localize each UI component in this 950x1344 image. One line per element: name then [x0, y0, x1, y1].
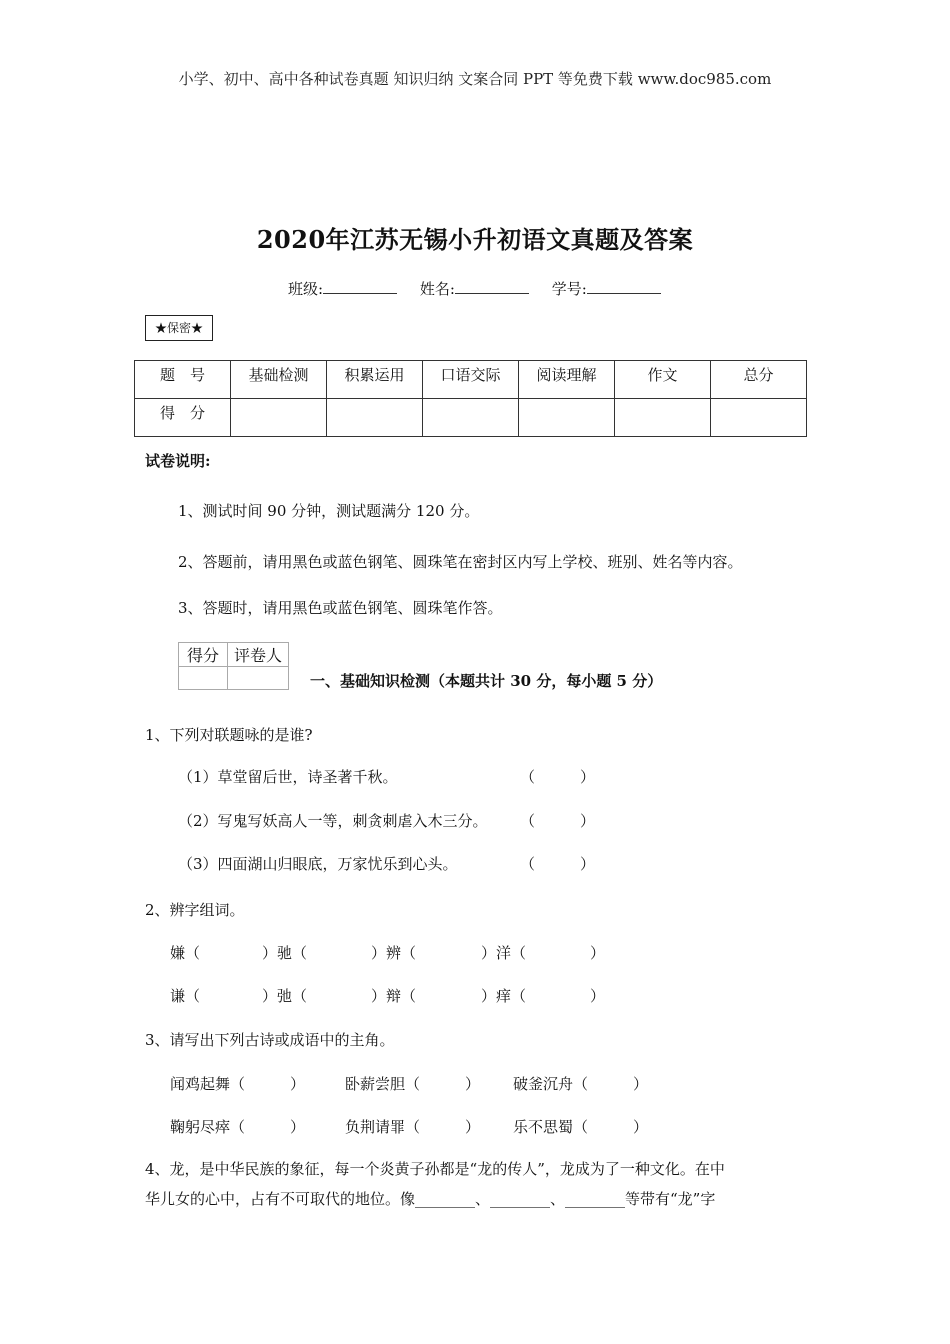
score-table — [134, 360, 807, 437]
q1-item: （1）草堂留后世，诗圣著千秋。 — [178, 768, 398, 786]
score-header-cell: 题 号 — [135, 361, 231, 399]
q1-item: （3）四面湖山归眼底，万家忧乐到心头。 — [178, 855, 458, 873]
grader-box — [178, 642, 289, 690]
score-cell[interactable] — [519, 399, 615, 437]
score-cell[interactable] — [423, 399, 519, 437]
score-cell[interactable] — [327, 399, 423, 437]
q2-cell: ）辨（ — [371, 944, 417, 962]
q1-answer-paren[interactable]: （ ） — [520, 855, 596, 873]
score-header-cell: 基础检测 — [231, 361, 327, 399]
q2-cell: ）驰（ — [262, 944, 308, 962]
q3-item: 破釜沉舟（ ） — [513, 1075, 649, 1093]
grader-score-cell[interactable] — [179, 667, 228, 690]
q1-answer-paren[interactable]: （ ） — [520, 768, 596, 786]
q4-line: 4、龙，是中华民族的象征，每一个炎黄子孙都是“龙的传人”，龙成为了一种文化。在中 — [145, 1160, 725, 1178]
q3-item: 闻鸡起舞（ ） — [170, 1075, 306, 1093]
score-header-cell: 阅读理解 — [519, 361, 615, 399]
q2-cell: ）洋（ — [481, 944, 527, 962]
score-row-label: 得 分 — [135, 399, 231, 437]
instruction-item: 2、答题前，请用黑色或蓝色钢笔、圆珠笔在密封区内写上学校、班别、姓名等内容。 — [178, 553, 743, 571]
instructions-heading: 试卷说明: — [145, 452, 211, 470]
q2-cell: 谦（ — [170, 987, 201, 1005]
q3-item: 乐不思蜀（ ） — [513, 1118, 649, 1136]
score-header-cell: 作文 — [615, 361, 711, 399]
score-header-cell: 总分 — [711, 361, 807, 399]
grader-name-label: 评卷人 — [228, 643, 289, 667]
q2-cell: ） — [590, 987, 606, 1005]
q2-cell: ）弛（ — [262, 987, 308, 1005]
instruction-item: 3、答题时，请用黑色或蓝色钢笔、圆珠笔作答。 — [178, 599, 503, 617]
score-cell[interactable] — [615, 399, 711, 437]
student-info-row — [288, 278, 679, 299]
class-blank[interactable] — [323, 279, 397, 294]
q2-cell: ）痒（ — [481, 987, 527, 1005]
q3-item: 鞠躬尽瘁（ ） — [170, 1118, 306, 1136]
q2-cell: 嫌（ — [170, 944, 201, 962]
name-blank[interactable] — [455, 279, 529, 294]
id-label: 学号: — [551, 280, 587, 298]
id-blank[interactable] — [587, 279, 661, 294]
score-cell[interactable] — [231, 399, 327, 437]
grader-name-cell[interactable] — [228, 667, 289, 690]
grader-score-label: 得分 — [179, 643, 228, 667]
score-table-header-row — [135, 361, 807, 399]
q4-line: 华儿女的心中，占有不可取代的地位。像________、________、________等带有“龙”字 — [145, 1190, 716, 1208]
q1-item: （2）写鬼写妖高人一等，刺贪刺虐入木三分。 — [178, 812, 488, 830]
score-header-cell: 口语交际 — [423, 361, 519, 399]
page-header: 小学、初中、高中各种试卷真题 知识归纳 文案合同 PPT 等免费下载 www.doc985.com — [178, 70, 772, 88]
q2-stem: 2、辨字组词。 — [145, 901, 245, 919]
q1-stem: 1、下列对联题咏的是谁? — [145, 726, 313, 744]
score-table-score-row — [135, 399, 807, 437]
q3-item: 卧薪尝胆（ ） — [345, 1075, 481, 1093]
q2-cell: ） — [590, 944, 606, 962]
section-1-heading: 一、基础知识检测（本题共计 30 分，每小题 5 分） — [310, 672, 663, 690]
q3-stem: 3、请写出下列古诗或成语中的主角。 — [145, 1031, 395, 1049]
score-header-cell: 积累运用 — [327, 361, 423, 399]
instruction-item: 1、测试时间 90 分钟，测试题满分 120 分。 — [178, 502, 480, 520]
secret-badge: ★保密★ — [145, 315, 213, 341]
score-cell[interactable] — [711, 399, 807, 437]
q3-item: 负荆请罪（ ） — [345, 1118, 481, 1136]
class-label: 班级: — [288, 280, 324, 298]
name-label: 姓名: — [419, 280, 455, 298]
q1-answer-paren[interactable]: （ ） — [520, 812, 596, 830]
page-title: 2020年江苏无锡小升初语文真题及答案 — [256, 225, 694, 254]
q2-cell: ）辩（ — [371, 987, 417, 1005]
